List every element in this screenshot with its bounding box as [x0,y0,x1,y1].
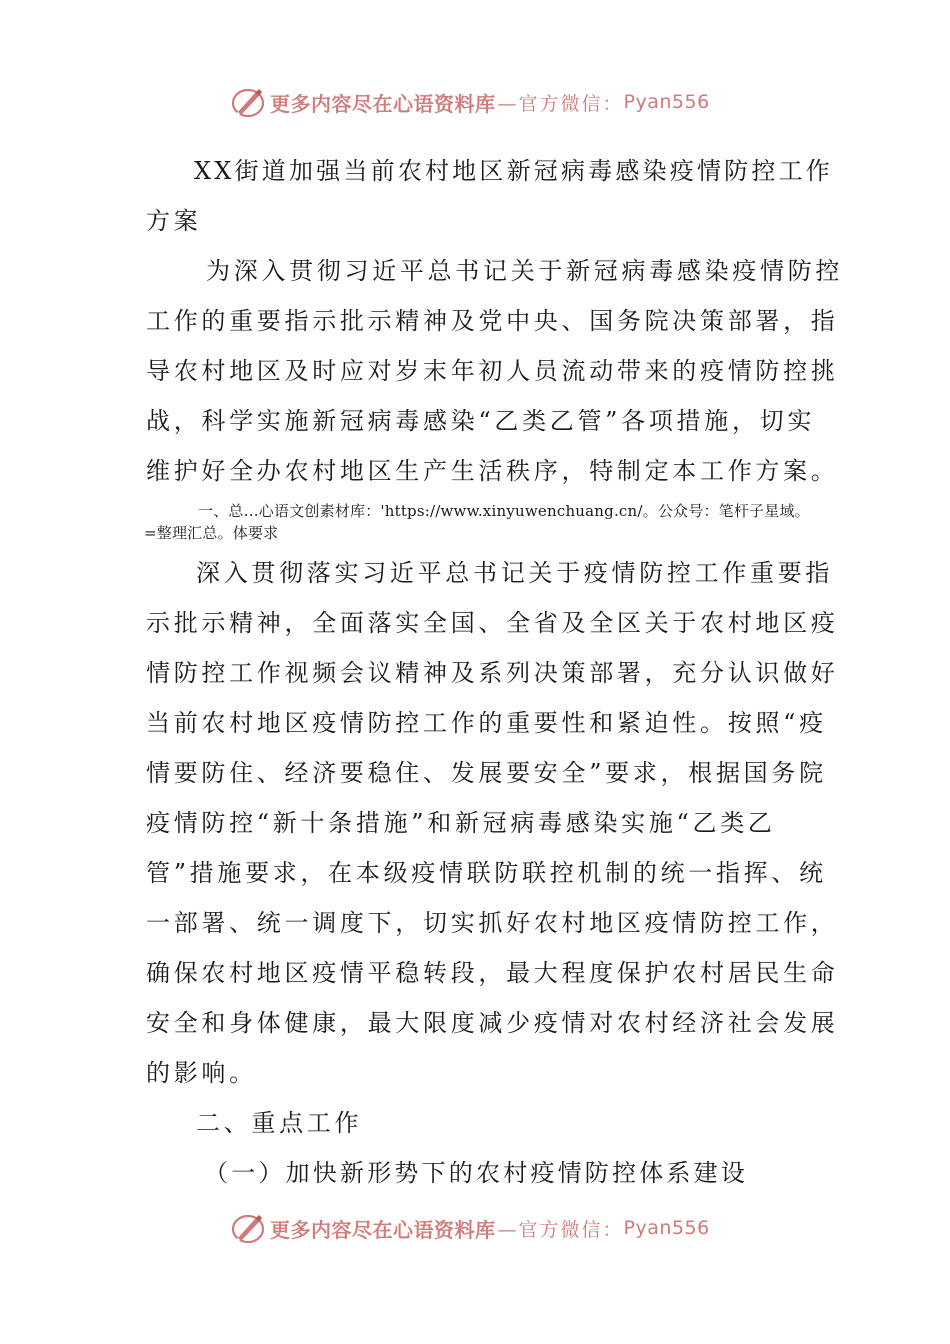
paragraph-line: 的影响。 [146,1059,257,1087]
document-body [144,146,844,1198]
banner-sub-text: —官方微信： [497,1218,624,1241]
paragraph-line: 疫情防控“新十条措施”和新冠病毒感染实施“乙类乙 [146,809,776,837]
header-banner [228,82,828,122]
section-2-heading: 二、重点工作 [196,1109,363,1137]
paragraph-line: 维护好全办农村地区生产生活秩序，特制定本工作方案。 [146,457,839,485]
paragraph-line: 为深入贯彻习近平总书记关于新冠病毒感染疫情防控 [206,257,844,285]
document-title-line-2: 方案 [146,207,202,235]
paragraph-line: 管”措施要求，在本级疫情联防联控机制的统一指挥、统 [146,859,827,887]
banner-wechat-id: Pyan556 [623,1217,710,1239]
pen-logo-icon [228,1208,268,1248]
document-title-line-1: XX街道加强当前农村地区新冠病毒感染疫情防控工作 [194,157,833,185]
paragraph-line: 当前农村地区疫情防控工作的重要性和紧迫性。按照“疫 [146,709,827,737]
paragraph-line: 示批示精神，全面落实全国、全省及全区关于农村地区疫 [146,609,839,637]
intro-paragraph [146,246,844,496]
section-1-paragraph [146,548,839,1098]
paragraph-line: 情防控工作视频会议精神及系列决策部署，充分认识做好 [146,659,839,687]
paragraph-line: 一部署、统一调度下，切实抓好农村地区疫情防控工作， [146,909,839,937]
banner-wechat-id: Pyan556 [623,91,710,113]
inserted-note-line-1: 一、总…心语文创素材库：'https://www.xinyuwenchuang.cn/。公众号：笔杆子星域。 [198,502,810,520]
paragraph-line: 深入贯彻落实习近平总书记关于疫情防控工作重要指 [196,559,834,587]
paragraph-line: 确保农村地区疫情平稳转段，最大程度保护农村居民生命 [146,959,839,987]
banner-sub-text: —官方微信： [497,92,624,115]
paragraph-line: 工作的重要指示批示精神及党中央、国务院决策部署，指 [146,307,839,335]
paragraph-line: 安全和身体健康，最大限度减少疫情对农村经济社会发展 [146,1009,839,1037]
pen-logo-icon [228,82,268,122]
banner-main-text: 更多内容尽在心语资料库 [270,1217,496,1242]
paragraph-line: 战，科学实施新冠病毒感染“乙类乙管”各项措施，切实 [146,407,816,435]
footer-banner [228,1208,828,1248]
paragraph-line: 情要防住、经济要稳住、发展要安全”要求，根据国务院 [146,759,827,787]
banner-main-text: 更多内容尽在心语资料库 [270,91,496,116]
inserted-note-line-2: =整理汇总。体要求 [144,524,279,542]
paragraph-line: 导农村地区及时应对岁末年初人员流动带来的疫情防控挑 [146,357,839,385]
section-2-subheading-1: （一）加快新形势下的农村疫情防控体系建设 [204,1159,748,1187]
